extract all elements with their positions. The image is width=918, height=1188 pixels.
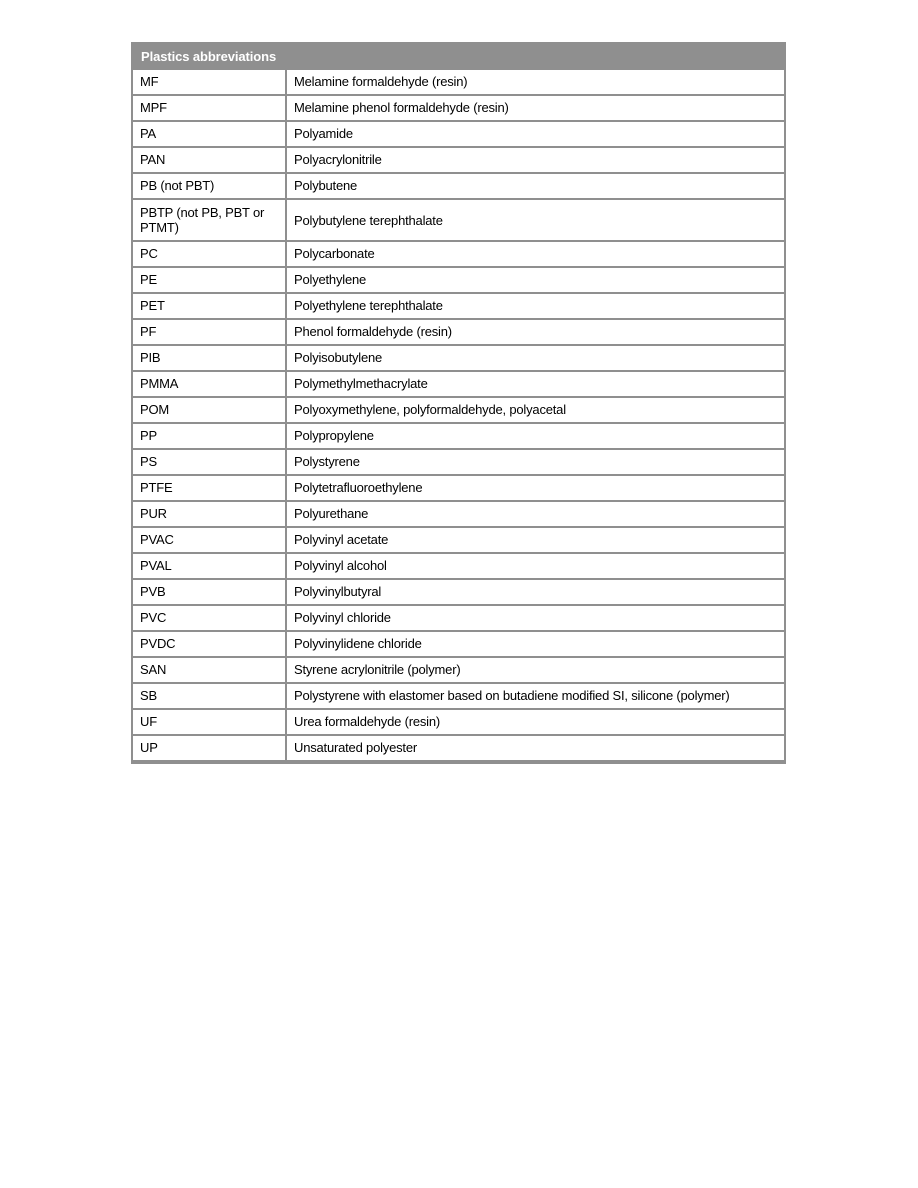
abbreviation-cell: POM (133, 398, 287, 422)
table-row (133, 398, 784, 422)
abbreviation-cell: PUR (133, 502, 287, 526)
table-row (133, 122, 784, 146)
full-name-cell: Styrene acrylonitrile (polymer) (287, 658, 784, 682)
full-name-cell: Polypropylene (287, 424, 784, 448)
table-row (133, 200, 784, 240)
table-row (133, 372, 784, 396)
table-row (133, 346, 784, 370)
abbreviation-cell: PB (not PBT) (133, 174, 287, 198)
full-name-cell: Polyvinylbutyral (287, 580, 784, 604)
full-name-cell: Urea formaldehyde (resin) (287, 710, 784, 734)
abbreviation-cell: PAN (133, 148, 287, 172)
table-row (133, 736, 784, 760)
abbreviation-cell: PVDC (133, 632, 287, 656)
table-row (133, 710, 784, 734)
abbreviation-cell: PP (133, 424, 287, 448)
abbreviation-cell: PVB (133, 580, 287, 604)
table-body (133, 70, 784, 760)
full-name-cell: Polymethylmethacrylate (287, 372, 784, 396)
abbreviation-cell: SB (133, 684, 287, 708)
full-name-cell: Polyethylene terephthalate (287, 294, 784, 318)
abbreviation-cell: SAN (133, 658, 287, 682)
abbreviation-cell: UF (133, 710, 287, 734)
full-name-cell: Polyvinyl acetate (287, 528, 784, 552)
abbreviation-cell: UP (133, 736, 287, 760)
full-name-cell: Melamine phenol formaldehyde (resin) (287, 96, 784, 120)
abbreviation-cell: PTFE (133, 476, 287, 500)
full-name-cell: Melamine formaldehyde (resin) (287, 70, 784, 94)
table-row (133, 632, 784, 656)
table-row (133, 424, 784, 448)
abbreviation-cell: MF (133, 70, 287, 94)
full-name-cell: Polycarbonate (287, 242, 784, 266)
table-row (133, 684, 784, 708)
plastics-abbreviations-table (131, 42, 786, 764)
table-row (133, 174, 784, 198)
full-name-cell: Polyamide (287, 122, 784, 146)
abbreviation-cell: PS (133, 450, 287, 474)
full-name-cell: Phenol formaldehyde (resin) (287, 320, 784, 344)
abbreviation-cell: MPF (133, 96, 287, 120)
table-row (133, 70, 784, 94)
abbreviation-cell: PBTP (not PB, PBT or PTMT) (133, 200, 287, 240)
table-title: Plastics abbreviations (133, 44, 784, 69)
full-name-cell: Unsaturated polyester (287, 736, 784, 760)
table-row (133, 268, 784, 292)
table-row (133, 528, 784, 552)
full-name-cell: Polyurethane (287, 502, 784, 526)
full-name-cell: Polyvinyl chloride (287, 606, 784, 630)
abbreviation-cell: PF (133, 320, 287, 344)
full-name-cell: Polybutene (287, 174, 784, 198)
full-name-cell: Polybutylene terephthalate (287, 200, 784, 240)
abbreviation-cell: PE (133, 268, 287, 292)
abbreviation-cell: PVAC (133, 528, 287, 552)
abbreviation-cell: PIB (133, 346, 287, 370)
abbreviation-cell: PMMA (133, 372, 287, 396)
full-name-cell: Polystyrene (287, 450, 784, 474)
abbreviations-grid (133, 68, 784, 762)
table-row (133, 320, 784, 344)
table-row (133, 450, 784, 474)
table-row (133, 658, 784, 682)
table-row (133, 606, 784, 630)
full-name-cell: Polystyrene with elastomer based on butadiene modified SI, silicone (polymer) (287, 684, 784, 708)
full-name-cell: Polyvinyl alcohol (287, 554, 784, 578)
table-row (133, 294, 784, 318)
table-row (133, 242, 784, 266)
abbreviation-cell: PA (133, 122, 287, 146)
full-name-cell: Polyvinylidene chloride (287, 632, 784, 656)
full-name-cell: Polyisobutylene (287, 346, 784, 370)
full-name-cell: Polytetrafluoroethylene (287, 476, 784, 500)
table-row (133, 96, 784, 120)
full-name-cell: Polyoxymethylene, polyformaldehyde, polyacetal (287, 398, 784, 422)
full-name-cell: Polyacrylonitrile (287, 148, 784, 172)
table-row (133, 554, 784, 578)
full-name-cell: Polyethylene (287, 268, 784, 292)
table-row (133, 502, 784, 526)
abbreviation-cell: PVC (133, 606, 287, 630)
abbreviation-cell: PC (133, 242, 287, 266)
abbreviation-cell: PVAL (133, 554, 287, 578)
table-row (133, 476, 784, 500)
table-row (133, 580, 784, 604)
table-row (133, 148, 784, 172)
abbreviation-cell: PET (133, 294, 287, 318)
